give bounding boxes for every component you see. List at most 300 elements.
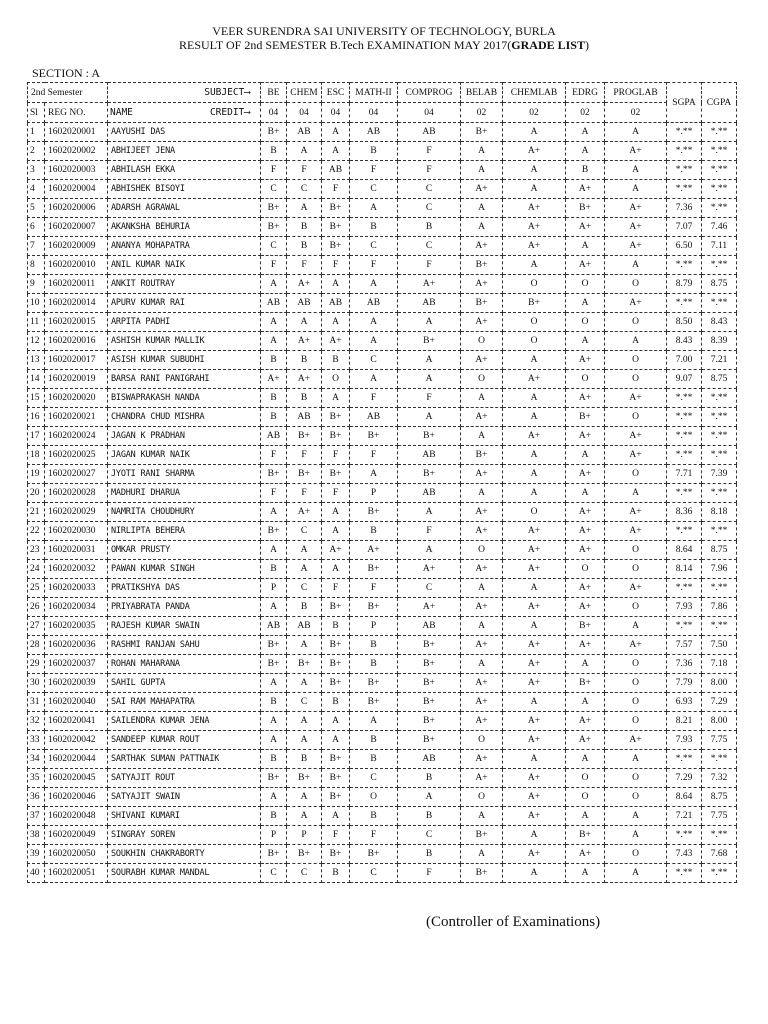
serial-number: 10 <box>28 294 45 313</box>
sgpa-cell: *.** <box>667 617 702 636</box>
grade-cell: A+ <box>566 351 605 370</box>
grade-cell: A+ <box>503 598 566 617</box>
sgpa-cell: 6.50 <box>667 237 702 256</box>
semester-label: 2nd Semester <box>28 83 108 103</box>
table-row <box>28 237 737 256</box>
serial-number: 32 <box>28 712 45 731</box>
grade-cell: B+ <box>261 636 287 655</box>
grade-cell: A <box>566 123 605 142</box>
registration-number: 1602020007 <box>45 218 108 237</box>
grade-cell: F <box>322 180 350 199</box>
cgpa-cell: 7.50 <box>702 636 737 655</box>
grade-cell: B+ <box>287 769 322 788</box>
grade-cell: B+ <box>350 427 398 446</box>
cgpa-cell: *.** <box>702 180 737 199</box>
serial-number: 38 <box>28 826 45 845</box>
grade-cell: A <box>503 617 566 636</box>
table-row <box>28 275 737 294</box>
grade-cell: A <box>605 161 667 180</box>
grade-cell: F <box>287 256 322 275</box>
registration-number: 1602020028 <box>45 484 108 503</box>
student-name: SAILENDRA KUMAR JENA <box>108 712 261 731</box>
grade-cell: A+ <box>503 370 566 389</box>
sgpa-cell: *.** <box>667 408 702 427</box>
registration-number: 1602020044 <box>45 750 108 769</box>
registration-number: 1602020010 <box>45 256 108 275</box>
grade-cell: O <box>503 275 566 294</box>
registration-number: 1602020048 <box>45 807 108 826</box>
registration-number: 1602020051 <box>45 864 108 883</box>
grade-cell: A+ <box>605 636 667 655</box>
table-row <box>28 655 737 674</box>
student-name: OMKAR PRUSTY <box>108 541 261 560</box>
grade-cell: F <box>350 446 398 465</box>
student-name: JAGAN KUMAR NAIK <box>108 446 261 465</box>
grade-cell: A <box>261 541 287 560</box>
grade-cell: F <box>261 484 287 503</box>
registration-number: 1602020027 <box>45 465 108 484</box>
grade-cell: B+ <box>322 199 350 218</box>
grade-cell: A <box>461 427 503 446</box>
grade-cell: A <box>503 484 566 503</box>
grade-cell: A <box>461 199 503 218</box>
grade-cell: A <box>322 522 350 541</box>
cgpa-cell: *.** <box>702 864 737 883</box>
grade-cell: B+ <box>322 674 350 693</box>
grade-cell: B+ <box>398 712 461 731</box>
grade-cell: A <box>503 826 566 845</box>
grade-cell: B+ <box>322 769 350 788</box>
grade-cell: A+ <box>503 237 566 256</box>
grade-cell: B <box>287 351 322 370</box>
sgpa-cell: *.** <box>667 750 702 769</box>
grade-cell: A <box>566 484 605 503</box>
cgpa-cell: *.** <box>702 199 737 218</box>
cgpa-cell: *.** <box>702 484 737 503</box>
serial-number: 9 <box>28 275 45 294</box>
grade-cell: AB <box>287 617 322 636</box>
grade-cell: O <box>461 788 503 807</box>
grade-cell: B+ <box>566 617 605 636</box>
sgpa-cell: *.** <box>667 427 702 446</box>
grade-cell: A+ <box>566 389 605 408</box>
grade-cell: A <box>322 275 350 294</box>
grade-cell: O <box>566 788 605 807</box>
grade-cell: A+ <box>322 332 350 351</box>
grade-cell: AB <box>322 161 350 180</box>
grade-cell: A+ <box>566 712 605 731</box>
grade-cell: AB <box>350 123 398 142</box>
grade-cell: A+ <box>566 598 605 617</box>
university-name: VEER SURENDRA SAI UNIVERSITY OF TECHNOLOGY, BURLA <box>212 24 556 38</box>
sgpa-cell: 8.64 <box>667 788 702 807</box>
table-row <box>28 389 737 408</box>
grade-cell: AB <box>287 408 322 427</box>
grade-cell: A <box>287 636 322 655</box>
grade-cell: A+ <box>461 275 503 294</box>
grade-cell: B+ <box>261 769 287 788</box>
grade-cell: C <box>398 579 461 598</box>
grade-cell: O <box>605 845 667 864</box>
student-name: NIRLIPTA BEHERA <box>108 522 261 541</box>
grade-cell: B <box>287 389 322 408</box>
grade-cell: B <box>261 693 287 712</box>
sgpa-cell: 7.36 <box>667 655 702 674</box>
table-row <box>28 864 737 883</box>
grade-cell: A <box>503 256 566 275</box>
grade-cell: B+ <box>461 446 503 465</box>
table-row <box>28 541 737 560</box>
grade-cell: A <box>322 712 350 731</box>
grade-cell: A <box>261 598 287 617</box>
grade-cell: P <box>287 826 322 845</box>
grade-cell: F <box>287 446 322 465</box>
registration-number: 1602020037 <box>45 655 108 674</box>
grade-cell: A <box>503 161 566 180</box>
grade-cell: A+ <box>605 522 667 541</box>
registration-number: 1602020003 <box>45 161 108 180</box>
grade-cell: O <box>461 541 503 560</box>
student-name: AKANKSHA BEHURIA <box>108 218 261 237</box>
grade-cell: A+ <box>322 541 350 560</box>
grade-cell: A <box>605 807 667 826</box>
credit-value: 02 <box>605 103 667 123</box>
grade-cell: B+ <box>261 845 287 864</box>
registration-number: 1602020017 <box>45 351 108 370</box>
grade-cell: B <box>322 693 350 712</box>
student-name: SATYAJIT ROUT <box>108 769 261 788</box>
grade-cell: A <box>503 864 566 883</box>
grade-cell: A+ <box>605 237 667 256</box>
grade-cell: A <box>322 389 350 408</box>
grade-cell: A+ <box>566 465 605 484</box>
cgpa-cell: 7.11 <box>702 237 737 256</box>
grade-cell: AB <box>398 617 461 636</box>
grade-cell: B+ <box>566 826 605 845</box>
credit-value: 02 <box>566 103 605 123</box>
sgpa-cell: 6.93 <box>667 693 702 712</box>
grade-cell: B+ <box>322 598 350 617</box>
grade-cell: B <box>287 598 322 617</box>
grade-cell: A+ <box>503 427 566 446</box>
credit-value: 04 <box>350 103 398 123</box>
student-name: BISWAPRAKASH NANDA <box>108 389 261 408</box>
grade-cell: B+ <box>566 199 605 218</box>
grade-cell: B <box>398 845 461 864</box>
student-name: SARTHAK SUMAN PATTNAIK <box>108 750 261 769</box>
student-name: SOURABH KUMAR MANDAL <box>108 864 261 883</box>
table-row <box>28 332 737 351</box>
student-name: ANKIT ROUTRAY <box>108 275 261 294</box>
sgpa-cell: 7.07 <box>667 218 702 237</box>
grade-cell: O <box>605 370 667 389</box>
grade-cell: A+ <box>461 180 503 199</box>
serial-number: 20 <box>28 484 45 503</box>
grade-cell: C <box>261 237 287 256</box>
grade-cell: F <box>350 161 398 180</box>
cgpa-cell: 7.39 <box>702 465 737 484</box>
grade-cell: A+ <box>503 674 566 693</box>
grade-cell: A+ <box>503 541 566 560</box>
sgpa-cell: 8.79 <box>667 275 702 294</box>
grade-cell: O <box>566 313 605 332</box>
grade-cell: B+ <box>398 465 461 484</box>
sgpa-cell: *.** <box>667 142 702 161</box>
grade-cell: A+ <box>503 731 566 750</box>
sgpa-cell: 8.64 <box>667 541 702 560</box>
serial-number: 28 <box>28 636 45 655</box>
grade-cell: A+ <box>461 769 503 788</box>
grade-cell: B+ <box>287 427 322 446</box>
cgpa-cell: 8.39 <box>702 332 737 351</box>
grade-cell: A+ <box>503 655 566 674</box>
grade-cell: F <box>287 484 322 503</box>
grade-cell: A+ <box>503 522 566 541</box>
grade-cell: B <box>350 655 398 674</box>
grade-cell: P <box>261 826 287 845</box>
serial-number: 23 <box>28 541 45 560</box>
student-name: ASISH KUMAR SUBUDHI <box>108 351 261 370</box>
grade-cell: C <box>287 864 322 883</box>
grade-cell: O <box>350 788 398 807</box>
sgpa-cell: *.** <box>667 161 702 180</box>
grade-cell: A <box>261 788 287 807</box>
grade-cell: A+ <box>605 218 667 237</box>
grade-cell: B <box>261 750 287 769</box>
grade-cell: A+ <box>350 541 398 560</box>
cgpa-cell: *.** <box>702 294 737 313</box>
grade-cell: A <box>605 123 667 142</box>
serial-number: 13 <box>28 351 45 370</box>
grade-cell: B <box>322 351 350 370</box>
registration-number: 1602020021 <box>45 408 108 427</box>
grade-cell: A+ <box>461 560 503 579</box>
grade-cell: B <box>322 864 350 883</box>
cgpa-cell: *.** <box>702 142 737 161</box>
student-name: SHIVANI KUMARI <box>108 807 261 826</box>
serial-number: 19 <box>28 465 45 484</box>
serial-number: 34 <box>28 750 45 769</box>
table-row <box>28 636 737 655</box>
grade-cell: A <box>605 484 667 503</box>
grade-cell: O <box>605 560 667 579</box>
grade-cell: A <box>461 579 503 598</box>
grade-cell: A <box>287 560 322 579</box>
grade-cell: O <box>566 560 605 579</box>
table-row <box>28 788 737 807</box>
cgpa-cell: 7.29 <box>702 693 737 712</box>
grade-cell: AB <box>398 750 461 769</box>
grade-cell: O <box>605 674 667 693</box>
grade-cell: F <box>398 142 461 161</box>
cgpa-cell: *.** <box>702 579 737 598</box>
cgpa-cell: *.** <box>702 617 737 636</box>
grade-cell: A <box>566 864 605 883</box>
subject-header: CHEMLAB <box>503 83 566 103</box>
cgpa-cell: 8.00 <box>702 674 737 693</box>
grade-cell: O <box>605 655 667 674</box>
grade-cell: O <box>461 332 503 351</box>
grade-cell: AB <box>398 484 461 503</box>
grade-cell: A+ <box>503 199 566 218</box>
grade-cell: A <box>503 693 566 712</box>
grade-cell: A <box>322 123 350 142</box>
registration-number: 1602020015 <box>45 313 108 332</box>
registration-number: 1602020045 <box>45 769 108 788</box>
cgpa-cell: *.** <box>702 256 737 275</box>
grade-cell: A+ <box>261 370 287 389</box>
grade-cell: C <box>350 769 398 788</box>
grade-cell: B <box>261 560 287 579</box>
grade-cell: A <box>503 579 566 598</box>
grade-cell: A+ <box>503 788 566 807</box>
grade-cell: A <box>461 617 503 636</box>
grade-cell: A <box>605 826 667 845</box>
grade-cell: O <box>605 351 667 370</box>
grade-cell: A+ <box>398 560 461 579</box>
cgpa-cell: *.** <box>702 826 737 845</box>
grade-cell: F <box>261 446 287 465</box>
grade-cell: A <box>461 161 503 180</box>
grade-cell: B <box>261 142 287 161</box>
grade-cell: B+ <box>398 636 461 655</box>
grade-cell: B <box>261 389 287 408</box>
table-row <box>28 522 737 541</box>
cgpa-cell: 7.86 <box>702 598 737 617</box>
grade-cell: A <box>461 389 503 408</box>
table-row <box>28 484 737 503</box>
grade-cell: O <box>605 598 667 617</box>
grade-cell: O <box>605 769 667 788</box>
grade-cell: A <box>503 446 566 465</box>
grade-table <box>27 82 737 883</box>
grade-cell: A+ <box>566 541 605 560</box>
registration-number: 1602020029 <box>45 503 108 522</box>
sgpa-cell: 8.21 <box>667 712 702 731</box>
grade-cell: A+ <box>398 275 461 294</box>
table-row <box>28 370 737 389</box>
serial-number: 3 <box>28 161 45 180</box>
grade-cell: A+ <box>461 598 503 617</box>
registration-number: 1602020001 <box>45 123 108 142</box>
grade-cell: A+ <box>605 142 667 161</box>
table-row <box>28 218 737 237</box>
grade-cell: A <box>350 313 398 332</box>
grade-cell: B <box>398 769 461 788</box>
student-name: PAWAN KUMAR SINGH <box>108 560 261 579</box>
grade-cell: A <box>503 750 566 769</box>
grade-cell: C <box>350 351 398 370</box>
sgpa-cell: *.** <box>667 579 702 598</box>
table-row <box>28 180 737 199</box>
student-name: JYOTI RANI SHARMA <box>108 465 261 484</box>
grade-cell: A+ <box>461 408 503 427</box>
student-name: PRIYABRATA PANDA <box>108 598 261 617</box>
serial-number: 40 <box>28 864 45 883</box>
grade-cell: F <box>350 389 398 408</box>
grade-cell: B <box>287 237 322 256</box>
credit-value: 04 <box>398 103 461 123</box>
registration-number: 1602020020 <box>45 389 108 408</box>
grade-cell: A <box>566 332 605 351</box>
grade-cell: B <box>566 161 605 180</box>
grade-cell: B+ <box>350 598 398 617</box>
grade-cell: A <box>398 313 461 332</box>
grade-cell: A <box>287 142 322 161</box>
grade-cell: F <box>398 161 461 180</box>
registration-number: 1602020025 <box>45 446 108 465</box>
registration-number: 1602020041 <box>45 712 108 731</box>
grade-cell: A <box>398 408 461 427</box>
grade-cell: B+ <box>322 218 350 237</box>
serial-number: 33 <box>28 731 45 750</box>
controller-signature-label: (Controller of Examinations) <box>426 914 601 930</box>
cgpa-header: CGPA <box>702 83 737 123</box>
grade-cell: A <box>322 142 350 161</box>
cgpa-cell: 8.75 <box>702 275 737 294</box>
student-name: JAGAN K PRADHAN <box>108 427 261 446</box>
grade-cell: A <box>398 370 461 389</box>
student-name: SAI RAM MAHAPATRA <box>108 693 261 712</box>
registration-number: 1602020033 <box>45 579 108 598</box>
table-row <box>28 294 737 313</box>
serial-number: 35 <box>28 769 45 788</box>
grade-cell: A <box>322 731 350 750</box>
serial-number: 1 <box>28 123 45 142</box>
registration-number: 1602020004 <box>45 180 108 199</box>
cgpa-cell: 7.75 <box>702 731 737 750</box>
registration-number: 1602020030 <box>45 522 108 541</box>
grade-cell: B <box>350 636 398 655</box>
table-row <box>28 712 737 731</box>
grade-cell: A+ <box>503 807 566 826</box>
grade-cell: A <box>461 218 503 237</box>
subject-header: BELAB <box>461 83 503 103</box>
grade-cell: A+ <box>566 256 605 275</box>
sgpa-cell: 8.50 <box>667 313 702 332</box>
grade-cell: A+ <box>605 427 667 446</box>
table-row <box>28 503 737 522</box>
table-row <box>28 161 737 180</box>
grade-cell: A <box>398 541 461 560</box>
grade-cell: O <box>503 503 566 522</box>
registration-number: 1602020006 <box>45 199 108 218</box>
grade-cell: A <box>350 370 398 389</box>
grade-cell: C <box>261 864 287 883</box>
name-credit-header <box>108 103 261 123</box>
grade-cell: A <box>261 332 287 351</box>
serial-number: 37 <box>28 807 45 826</box>
grade-cell: C <box>350 864 398 883</box>
grade-cell: B+ <box>322 636 350 655</box>
registration-number: 1602020002 <box>45 142 108 161</box>
cgpa-cell: *.** <box>702 522 737 541</box>
sgpa-cell: 8.36 <box>667 503 702 522</box>
result-title <box>0 38 768 52</box>
grade-cell: F <box>261 161 287 180</box>
grade-cell: B+ <box>287 465 322 484</box>
grade-cell: F <box>350 579 398 598</box>
table-row <box>28 408 737 427</box>
reg-header: REG NO. <box>45 103 108 123</box>
cgpa-cell: 8.18 <box>702 503 737 522</box>
subject-header-row <box>28 83 737 103</box>
grade-cell: AB <box>398 123 461 142</box>
grade-cell: O <box>566 370 605 389</box>
result-title-text: RESULT OF 2nd SEMESTER B.Tech EXAMINATION MAY 2017( <box>179 38 512 52</box>
grade-cell: A <box>461 142 503 161</box>
cgpa-cell: 8.75 <box>702 541 737 560</box>
